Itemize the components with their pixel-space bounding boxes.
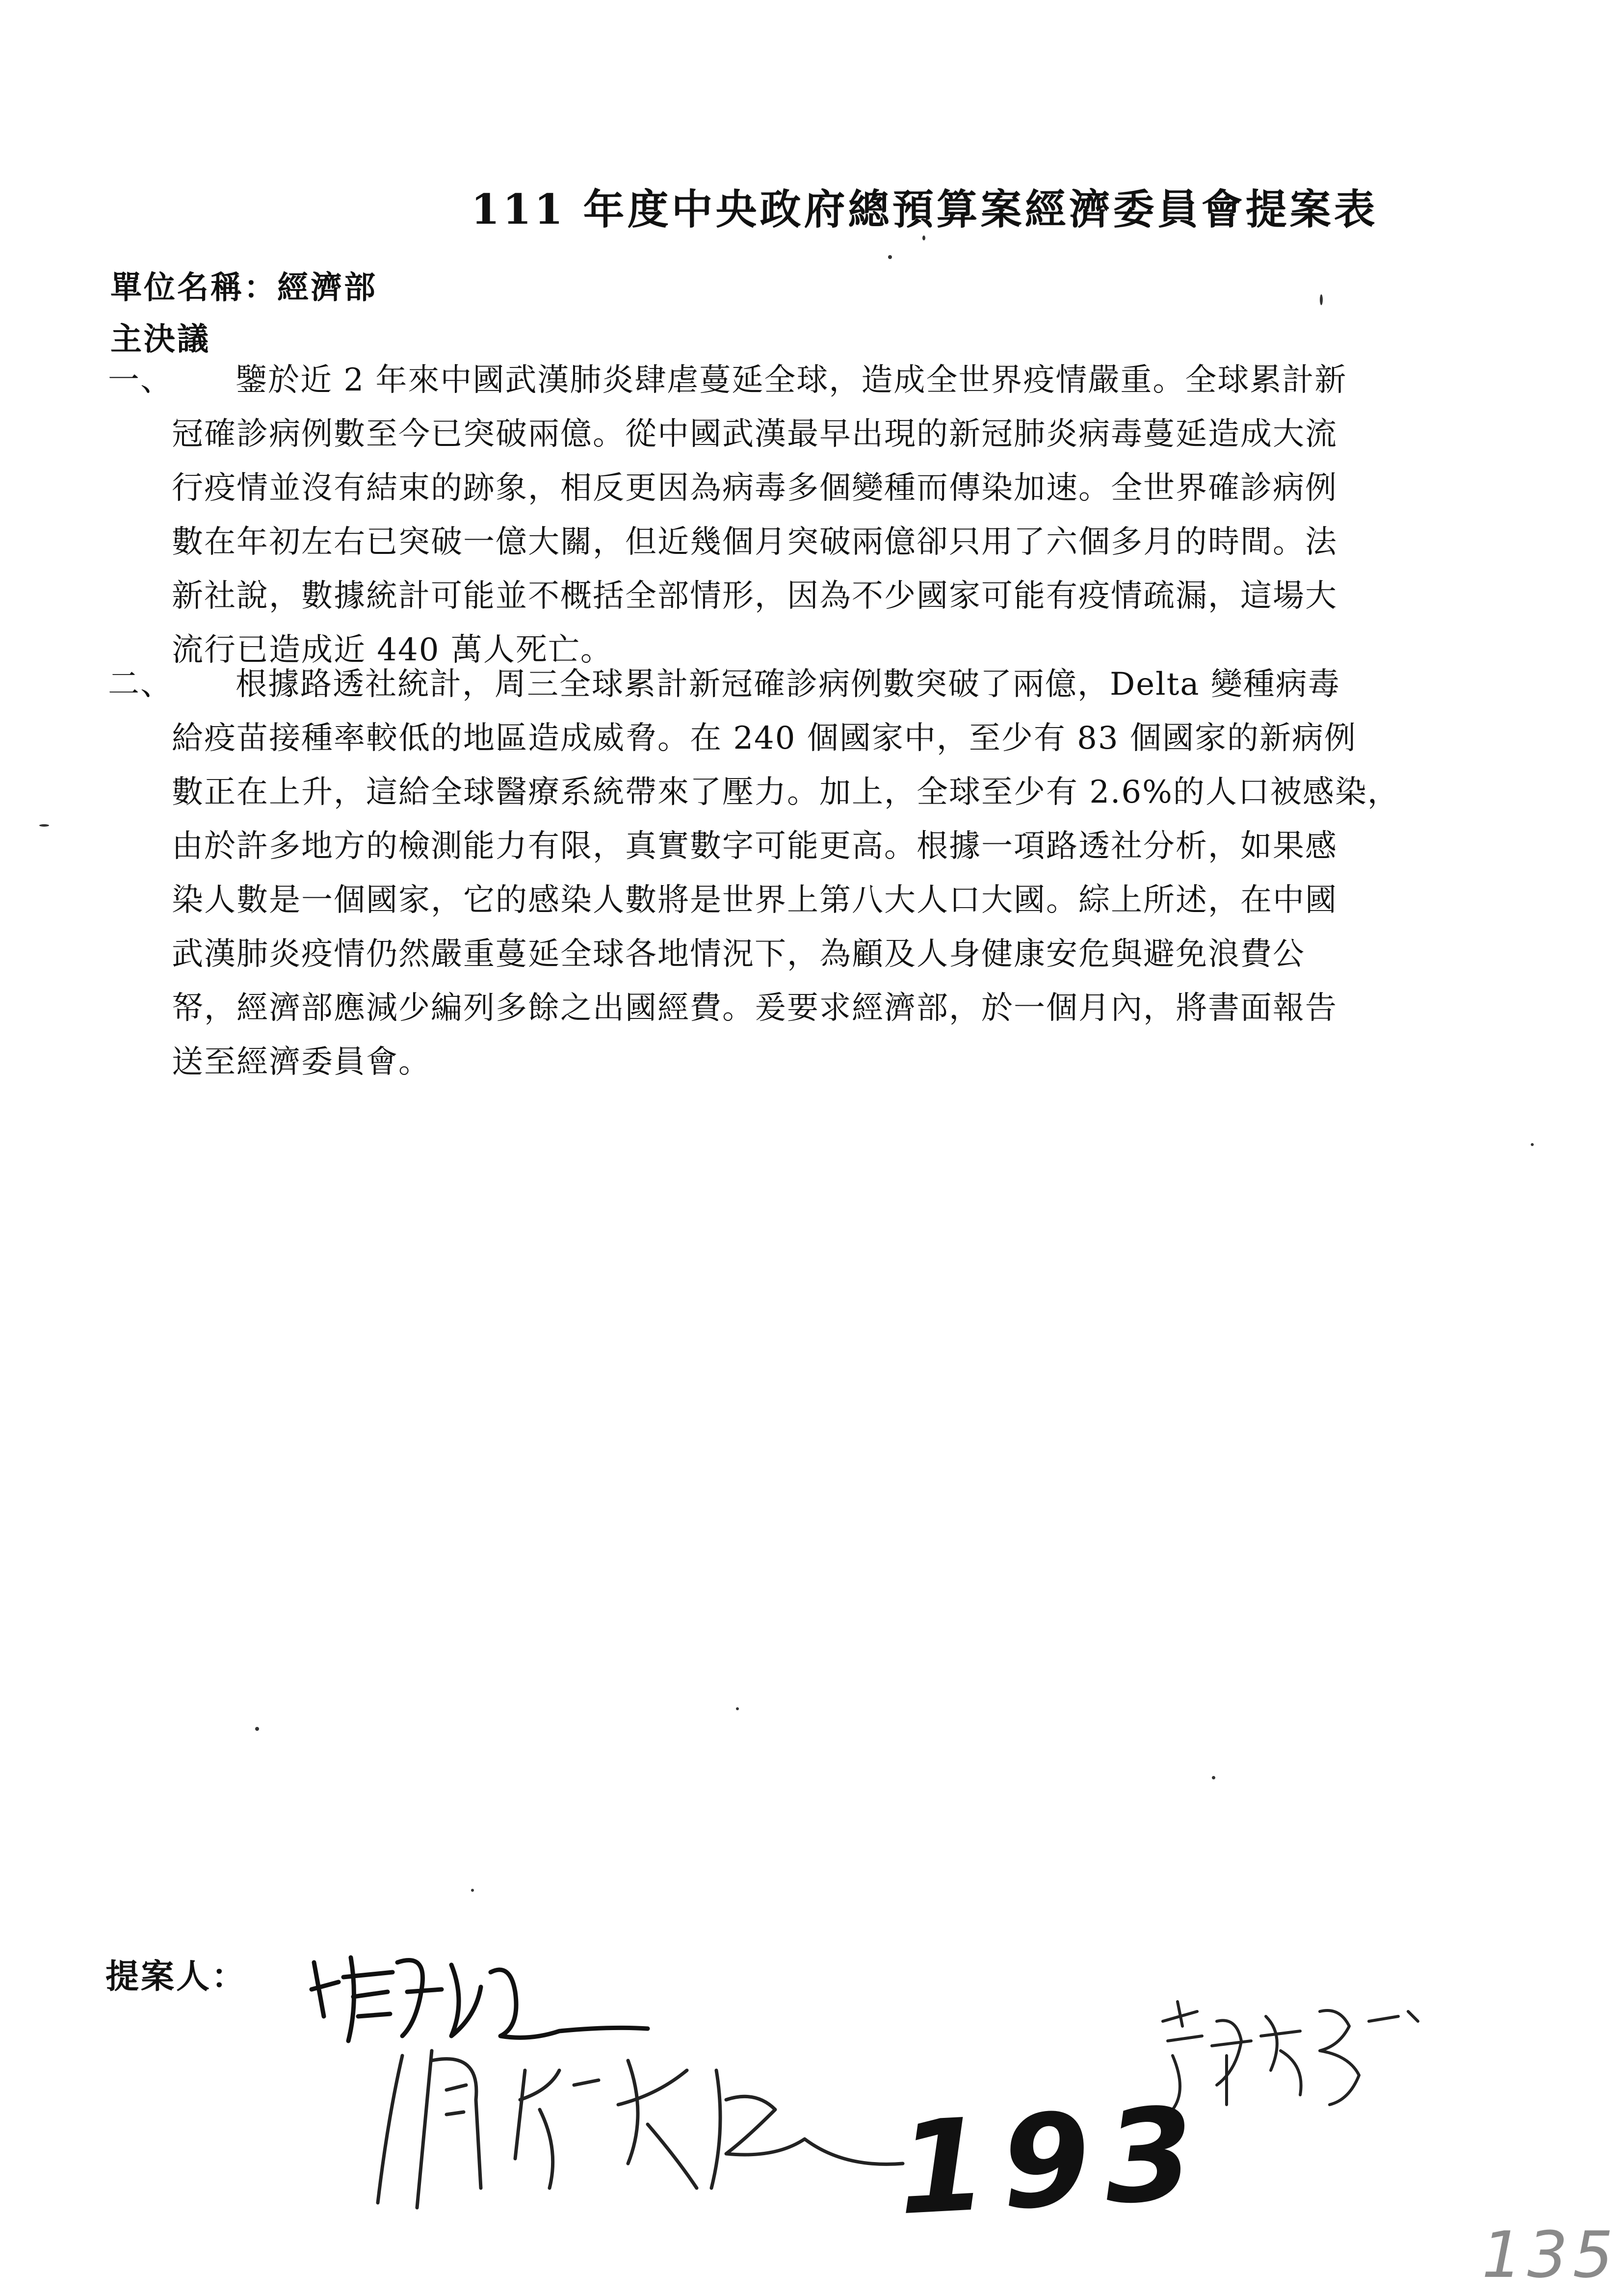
signature-2 bbox=[373, 2041, 913, 2227]
scan-speck bbox=[922, 235, 925, 240]
unit-name: 單位名稱：經濟部 bbox=[110, 269, 377, 306]
resolution-label: 主決議 bbox=[110, 321, 210, 358]
scan-speck bbox=[736, 1707, 739, 1710]
item-number: 二、 bbox=[108, 666, 173, 703]
document-title: 111 年度中央政府總預算案經濟委員會提案表 bbox=[471, 185, 1378, 234]
item-line: 由於許多地方的檢測能力有限，真實數字可能更高。根據一項路透社分析，如果感 bbox=[172, 828, 1337, 864]
item-line: 新社說，數據統計可能並不概括全部情形，因為不少國家可能有疫情疏漏，這場大 bbox=[172, 578, 1337, 614]
item-line: 數在年初左右已突破一億大關，但近幾個月突破兩億卻只用了六個多月的時間。法 bbox=[172, 524, 1337, 560]
proposer-label: 提案人： bbox=[105, 1957, 247, 1996]
item-line: 冠確診病例數至今已突破兩億。從中國武漢最早出現的新冠肺炎病毒蔓延造成大流 bbox=[172, 416, 1337, 452]
item-text: 鑒於近 2 年來中國武漢肺炎肆虐蔓延全球，造成全世界疫情嚴重。全球累計新 bbox=[236, 362, 1347, 398]
item-line bbox=[108, 657, 1560, 711]
faint-page-number: 135 bbox=[1482, 2218, 1619, 2292]
item-line: 給疫苗接種率較低的地區造成威脅。在 240 個國家中，至少有 83 個國家的新病例 bbox=[172, 720, 1357, 757]
scan-speck bbox=[39, 824, 49, 827]
handwritten-page-number: 193 bbox=[894, 2079, 1212, 2244]
item-line: 帑，經濟部應減少編列多餘之出國經費。爰要求經濟部，於一個月內，將書面報告 bbox=[172, 990, 1337, 1026]
item-line: 送至經濟委員會。 bbox=[172, 1044, 431, 1080]
scan-speck bbox=[255, 1727, 259, 1731]
item-number: 一、 bbox=[108, 362, 173, 398]
item-line: 行疫情並沒有結束的跡象，相反更因為病毒多個變種而傳染加速。全世界確診病例 bbox=[172, 470, 1337, 506]
item-line: 武漢肺炎疫情仍然嚴重蔓延全球各地情況下，為顧及人身健康安危與避免浪費公 bbox=[172, 936, 1305, 972]
scan-speck bbox=[888, 255, 892, 259]
scan-speck bbox=[1531, 1143, 1534, 1146]
resolution-item-2 bbox=[108, 657, 1560, 1089]
item-text: 根據路透社統計，周三全球累計新冠確診病例數突破了兩億，Delta 變種病毒 bbox=[236, 666, 1340, 703]
item-line: 數正在上升，這給全球醫療系統帶來了壓力。加上，全球至少有 2.6%的人口被感染， bbox=[172, 774, 1400, 810]
resolution-item-1 bbox=[108, 353, 1560, 677]
item-line: 流行已造成近 440 萬人死亡。 bbox=[172, 632, 613, 668]
scan-speck bbox=[471, 1889, 474, 1892]
item-line bbox=[108, 353, 1560, 407]
scan-speck bbox=[1212, 1776, 1215, 1779]
scan-speck bbox=[1320, 294, 1323, 305]
item-line: 染人數是一個國家，它的感染人數將是世界上第八大人口大國。綜上所述，在中國 bbox=[172, 882, 1337, 918]
